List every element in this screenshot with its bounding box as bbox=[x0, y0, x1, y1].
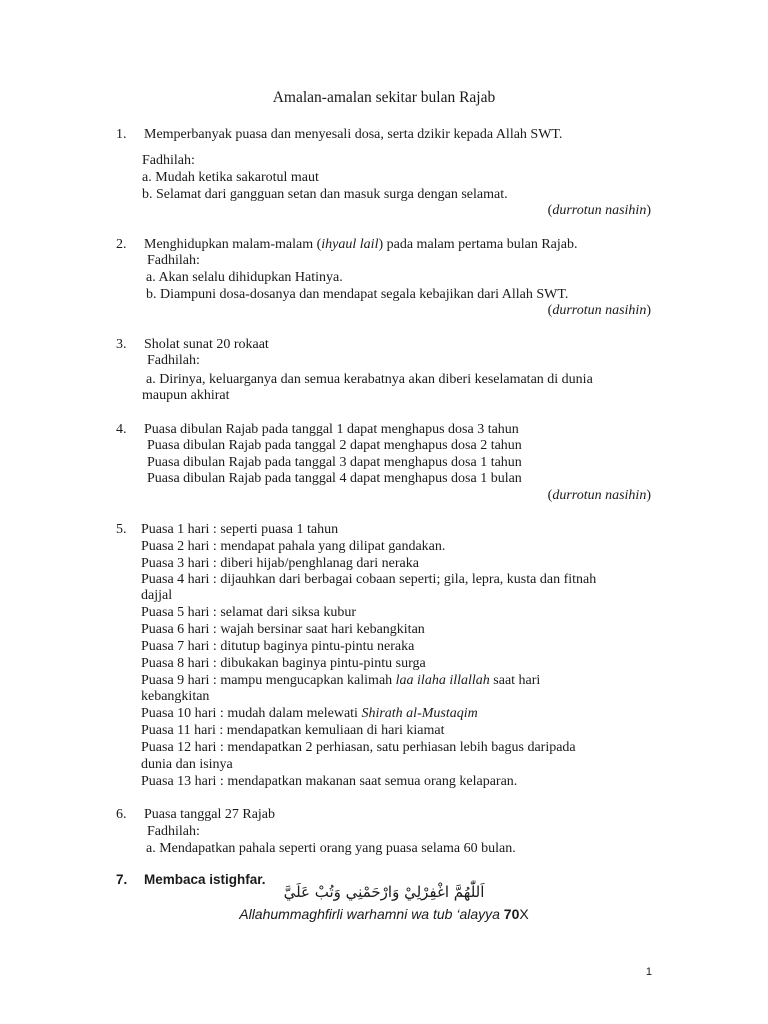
section-5-line-9-continued: kebangkitan bbox=[141, 689, 210, 704]
section-5-line-9-pre: Puasa 9 hari : mampu mengucapkan kalimah bbox=[141, 673, 396, 688]
section-2-text-pre: Menghidupkan malam-malam ( bbox=[144, 237, 322, 252]
section-6-fadhilah-label: Fadhilah: bbox=[147, 824, 200, 839]
section-7-text: Membaca istighfar. bbox=[144, 872, 266, 887]
section-5-line-10-italic: Shirath al-Mustaqim bbox=[361, 706, 478, 721]
section-5-line-3: Puasa 3 hari : diberi hijab/penghlanag dari neraka bbox=[141, 556, 419, 571]
transliteration bbox=[0, 905, 768, 923]
section-5-line-4-continued: dajjal bbox=[141, 588, 173, 603]
section-6-text: Puasa tanggal 27 Rajab bbox=[144, 807, 276, 822]
section-1-fadhilah-label: Fadhilah: bbox=[142, 153, 195, 168]
section-2-fadhilah-label: Fadhilah: bbox=[147, 253, 200, 268]
section-2-text-post: ) pada malam pertama bulan Rajab. bbox=[378, 237, 578, 252]
section-1-item-b: b. Selamat dari gangguan setan dan masuk surga dengan selamat. bbox=[142, 187, 508, 202]
section-1-text: Memperbanyak puasa dan menyesali dosa, serta dzikir kepada Allah SWT. bbox=[144, 127, 563, 142]
section-4-number: 4. bbox=[116, 422, 127, 437]
section-2-source: (durrotun nasihin) bbox=[547, 303, 651, 318]
section-2-item-b: b. Diampuni dosa-dosanya dan mendapat segala kebajikan dari Allah SWT. bbox=[146, 287, 569, 302]
section-3-fadhilah-label: Fadhilah: bbox=[147, 353, 200, 368]
transliteration-times: X bbox=[519, 906, 529, 922]
section-5-line-7: Puasa 7 hari : ditutup baginya pintu-pintu neraka bbox=[141, 639, 415, 654]
document-title: Amalan-amalan sekitar bulan Rajab bbox=[272, 89, 496, 106]
arabic-prayer: اَللّٰهُمَّ اغْفِرْلِيْ وَارْحَمْنِي وَتُبْ عَلَيَّ bbox=[283, 883, 485, 901]
source-text: durrotun nasihin bbox=[552, 488, 647, 503]
section-6-number: 6. bbox=[116, 807, 127, 822]
section-7-number: 7. bbox=[116, 872, 128, 887]
section-5-line-11: Puasa 11 hari : mendapatkan kemuliaan di hari kiamat bbox=[141, 723, 445, 738]
section-2-text bbox=[144, 236, 578, 253]
section-5-line-13: Puasa 13 hari : mendapatkan makanan saat semua orang kelaparan. bbox=[141, 774, 518, 789]
section-5-line-1: Puasa 1 hari : seperti puasa 1 tahun bbox=[141, 522, 339, 537]
section-2-item-a: a. Akan selalu dihidupkan Hatinya. bbox=[146, 270, 343, 285]
section-5-line-12-continued: dunia dan isinya bbox=[141, 757, 233, 772]
section-4-line-2: Puasa dibulan Rajab pada tanggal 2 dapat menghapus dosa 2 tahun bbox=[147, 438, 522, 453]
section-2-text-italic: ihyaul lail bbox=[321, 237, 379, 252]
section-3-item-a: a. Dirinya, keluarganya dan semua kerabatnya akan diberi keselamatan di dunia bbox=[146, 372, 593, 387]
section-4-line-3: Puasa dibulan Rajab pada tanggal 3 dapat menghapus dosa 1 tahun bbox=[147, 455, 522, 470]
section-6-item-a: a. Mendapatkan pahala seperti orang yang puasa selama 60 bulan. bbox=[146, 841, 516, 856]
section-3-text: Sholat sunat 20 rokaat bbox=[144, 337, 269, 352]
section-5-line-9-italic: laa ilaha illallah bbox=[395, 673, 490, 688]
transliteration-count: 70 bbox=[499, 906, 520, 922]
section-5-line-6: Puasa 6 hari : wajah bersinar saat hari kebangkitan bbox=[141, 622, 425, 637]
page-number: 1 bbox=[645, 966, 652, 978]
section-1-item-a: a. Mudah ketika sakarotul maut bbox=[142, 170, 319, 185]
section-3-item-a-continued: maupun akhirat bbox=[142, 388, 230, 403]
section-5-line-10-pre: Puasa 10 hari : mudah dalam melewati bbox=[141, 706, 362, 721]
section-5-line-9 bbox=[141, 672, 540, 689]
section-5-line-8: Puasa 8 hari : dibukakan baginya pintu-pintu surga bbox=[141, 656, 426, 671]
section-5-line-10 bbox=[141, 705, 478, 722]
section-1-source: (durrotun nasihin) bbox=[547, 203, 651, 218]
section-5-line-5: Puasa 5 hari : selamat dari siksa kubur bbox=[141, 605, 357, 620]
section-5-line-12: Puasa 12 hari : mendapatkan 2 perhiasan, satu perhiasan lebih bagus daripada bbox=[141, 740, 576, 755]
source-text: durrotun nasihin bbox=[552, 203, 647, 218]
section-5-line-2: Puasa 2 hari : mendapat pahala yang dilipat gandakan. bbox=[141, 539, 446, 554]
section-4-line-4: Puasa dibulan Rajab pada tanggal 4 dapat menghapus dosa 1 bulan bbox=[147, 471, 522, 486]
section-2-number: 2. bbox=[116, 237, 127, 252]
source-text: durrotun nasihin bbox=[552, 303, 647, 318]
section-1-number: 1. bbox=[116, 127, 127, 142]
section-4-line-1: Puasa dibulan Rajab pada tanggal 1 dapat menghapus dosa 3 tahun bbox=[144, 422, 519, 437]
section-3-number: 3. bbox=[116, 337, 127, 352]
section-5-line-9-post: saat hari bbox=[489, 673, 541, 688]
section-5-line-4: Puasa 4 hari : dijauhkan dari berbagai cobaan seperti; gila, lepra, kusta dan fitnah bbox=[141, 572, 597, 587]
transliteration-text: Allahummaghfirli warhamni wa tub ‘alayya bbox=[239, 906, 500, 922]
section-5-number: 5. bbox=[116, 522, 127, 537]
section-4-source: (durrotun nasihin) bbox=[547, 488, 651, 503]
